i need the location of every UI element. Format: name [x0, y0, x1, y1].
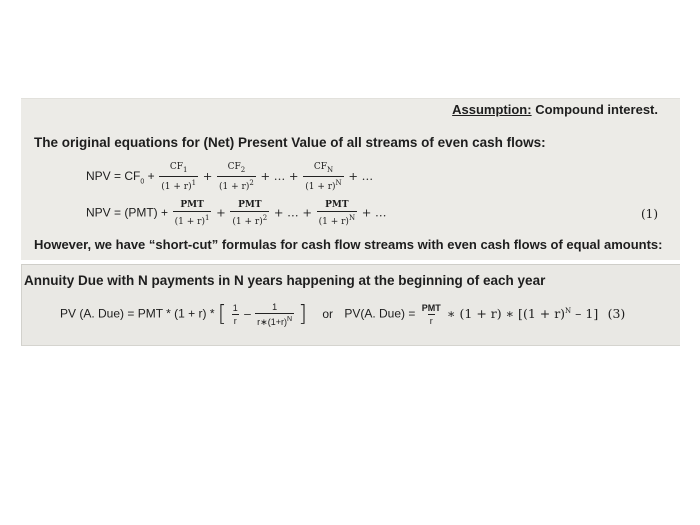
open-bracket: [	[217, 302, 227, 327]
npv-equation-general: NPV = $CF_0$ + $\frac{CF_1}{(1 + r)^1}$ + $\frac{CF_2}{(1 + r)^2}$ + … + $\frac{CF_N}{(1 + r)^N}$ + …	[86, 162, 374, 192]
annuity-or: or	[322, 306, 333, 321]
close-bracket: ]	[298, 302, 307, 327]
eq2-dots: + … +	[273, 205, 312, 220]
eq2-lhs: NPV = (PMT) +	[86, 205, 169, 220]
eq2-term-n: $\frac{\text{PMT}}{(1 + r)^N}$	[318, 200, 356, 227]
assumption-text: Compound interest.	[535, 102, 658, 117]
eq2-term-1: $\frac{\text{PMT}}{(1 + r)^1}$	[174, 200, 210, 227]
assumption-label: Assumption:	[452, 102, 532, 117]
intro-text: The original equations for (Net) Present Value of all streams of even cash flows:	[34, 135, 546, 150]
annuity-lhs: PV (A. Due) = PMT * (1 + r) *	[60, 306, 215, 321]
annuity-frac-2: $\frac{1}{r∗(1+r)^N}$	[257, 302, 293, 327]
eq1-dots: + … +	[260, 168, 299, 183]
annuity-rhs: ∗ (1 + r) ∗ $[(1 + r)^N - 1]$	[447, 305, 599, 321]
annuity-minus: –	[244, 306, 251, 321]
npv-equation-pmt: NPV = (PMT) + $\frac{\text{PMT}}{(1 + r)^1}$ + $\frac{\text{PMT}}{(1 + r)^2}$ + … + $\frac{\text{PMT}}{(1 + r)^N}$ + …	[86, 200, 387, 227]
annuity-frac-1: $\frac{1}{r}$	[232, 303, 238, 326]
eq1-tail: + …	[348, 168, 374, 183]
eq2-term-2: $\frac{\text{PMT}}{(1 + r)^2}$	[232, 200, 268, 227]
annuity-title: Annuity Due with N payments in N years happening at the beginning of each year	[24, 273, 546, 288]
annuity-due-equation	[60, 301, 625, 328]
eq1-term-n: $\frac{CF_N}{(1 + r)^N}$	[305, 162, 342, 192]
eq1-term-1: $\frac{CF_1}{(1 + r)^1}$	[161, 162, 197, 192]
eq1-term-2: $\frac{CF_2}{(1 + r)^2}$	[219, 162, 254, 192]
top-panel	[21, 98, 680, 260]
however-text: However, we have “short-cut” formulas for cash flow streams with even cash flows of equal amounts:	[34, 237, 663, 252]
annuity-lhs-2: PV(A. Due) =	[344, 306, 416, 321]
annuity-frac-3: $\frac{\text{PMT}}{r}$	[421, 303, 441, 326]
annuity-panel	[21, 264, 680, 346]
equation-number-1: (1)	[641, 207, 658, 221]
eq1-lhs: NPV = $CF_0$ +	[86, 168, 155, 186]
equation-number-3: (3)	[607, 305, 626, 321]
assumption-line	[452, 102, 658, 117]
eq2-tail: + …	[361, 205, 387, 220]
